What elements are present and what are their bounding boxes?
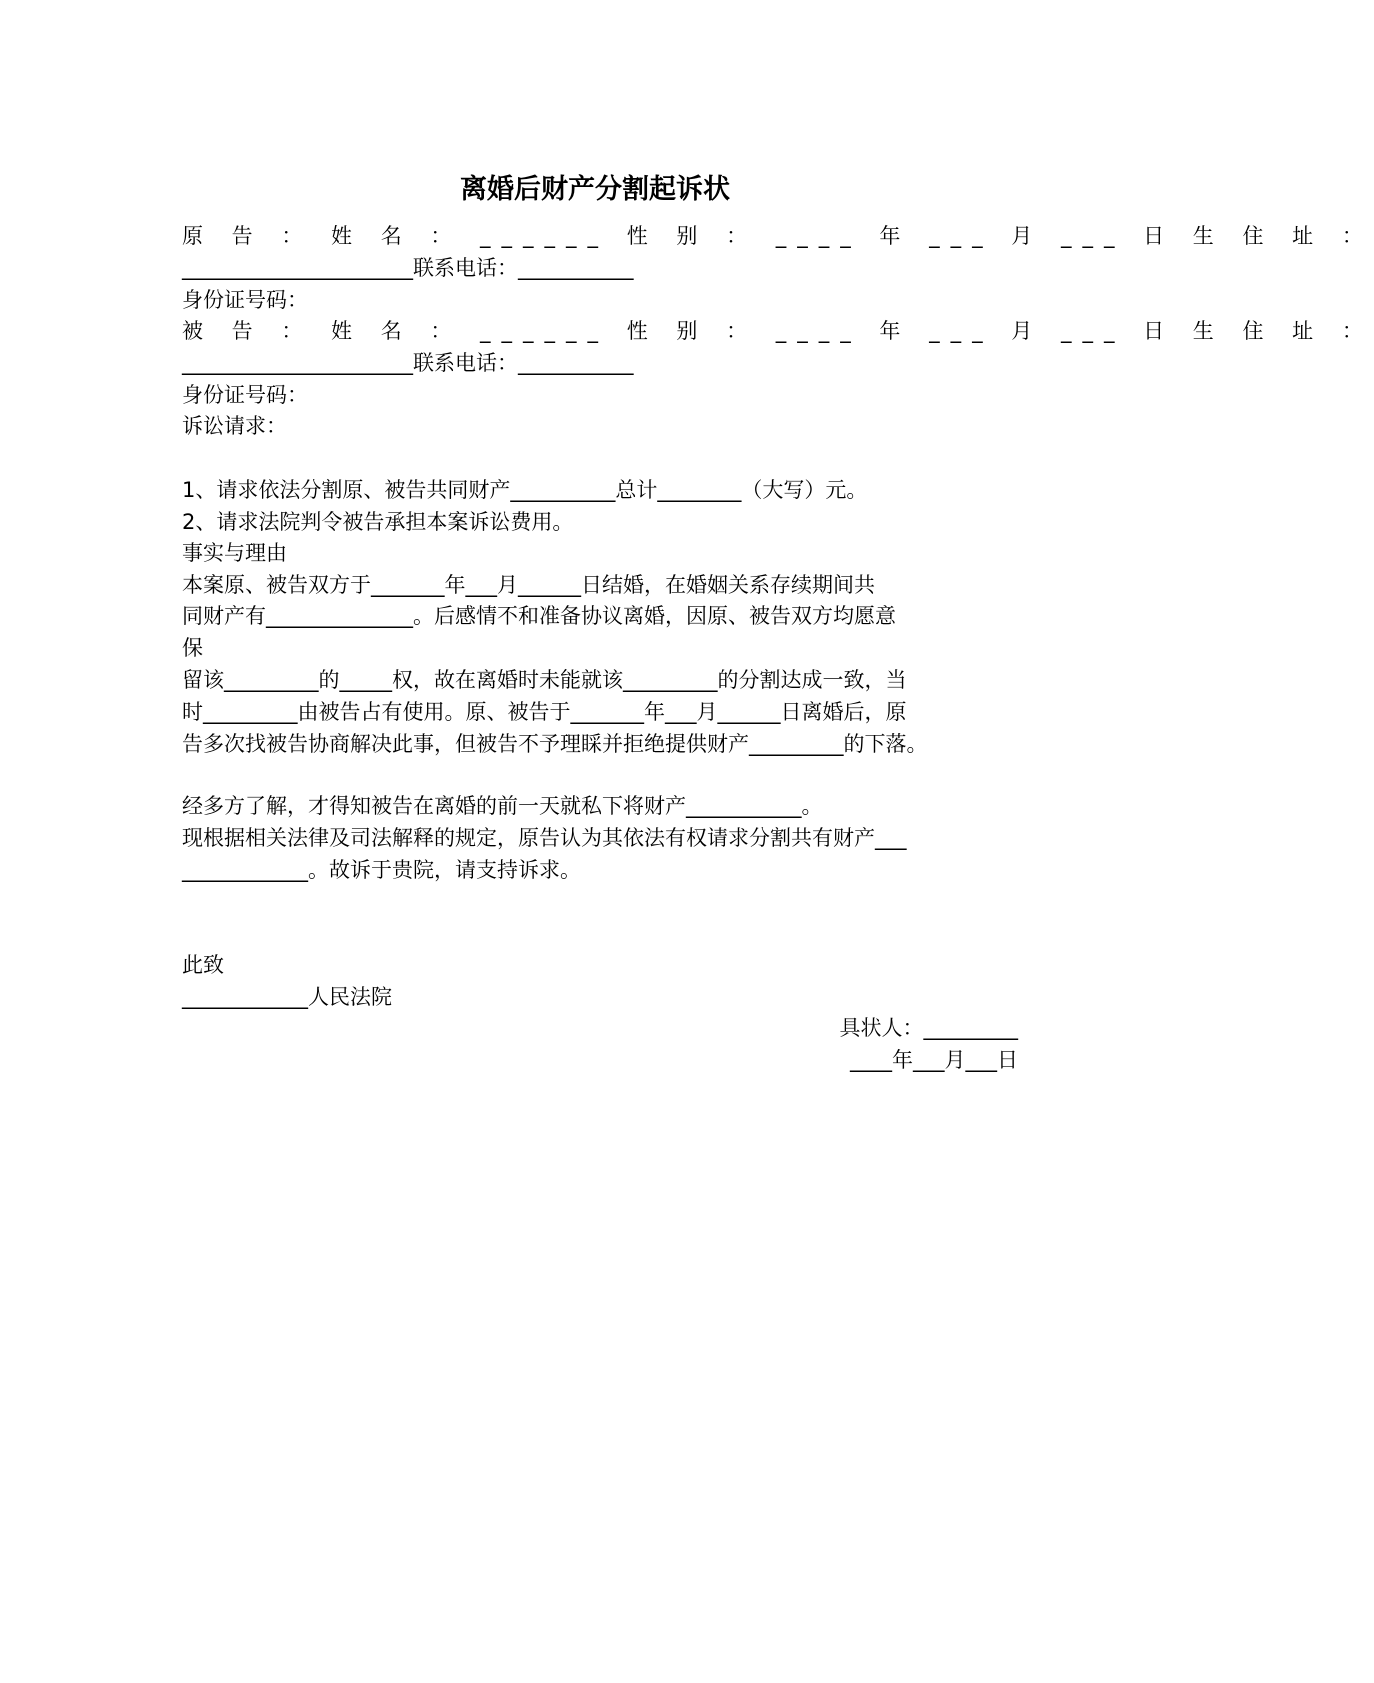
document-title: 离婚后财产分割起诉状 xyxy=(460,174,730,205)
facts-paragraph-2-line: 现根据相关法律及司法解释的规定，原告认为其依法有权请求分割共有财产___ xyxy=(182,826,907,850)
facts-line: 告多次找被告协商解决此事，但被告不予理睬并拒绝提供财产_________的下落。 xyxy=(182,732,928,756)
closing-court: ____________人民法院 xyxy=(182,985,392,1009)
plaintiff-contact-line: ______________________联系电话：___________ xyxy=(182,256,634,280)
plaintiff-id-line: 身份证号码： xyxy=(182,288,308,312)
facts-line: 时_________由被告占有使用。原、被告于_______年___月______日离婚后，原 xyxy=(182,700,907,724)
defendant-id-line: 身份证号码： xyxy=(182,383,308,407)
defendant-info-line: 被 告 ： 姓 名 ： ______ 性 别 ： ____ 年 ___ 月 ___ 日 生 住 址 ： xyxy=(182,319,1374,343)
plaintiff-info-line: 原 告 ： 姓 名 ： ______ 性 别 ： ____ 年 ___ 月 ___ 日 生 住 址 ： xyxy=(182,224,1374,248)
facts-line: 本案原、被告双方于_______年___月______日结婚，在婚姻关系存续期间共 xyxy=(182,573,875,597)
facts-heading: 事实与理由 xyxy=(182,541,287,565)
facts-paragraph-2-line: ____________。故诉于贵院，请支持诉求。 xyxy=(182,858,581,882)
defendant-contact-line: ______________________联系电话：___________ xyxy=(182,351,634,375)
facts-line: 留该_________的_____权，故在离婚时未能就该_________的分割达成一致，当 xyxy=(182,668,907,692)
date-line: ____年___月___日 xyxy=(850,1048,1018,1072)
facts-line: 同财产有______________。后感情不和准备协议离婚，因原、被告双方均愿意 xyxy=(182,604,896,628)
claim-item-1: 1、请求依法分割原、被告共同财产__________总计________（大写）元。 xyxy=(182,478,868,502)
facts-line: 保 xyxy=(182,636,203,660)
facts-paragraph-2-line: 经多方了解，才得知被告在离婚的前一天就私下将财产___________。 xyxy=(182,794,823,818)
closing-salutation: 此致 xyxy=(182,953,224,977)
signer-line: 具状人：_________ xyxy=(839,1016,1018,1040)
claims-heading: 诉讼请求： xyxy=(182,414,287,438)
claim-item-2: 2、请求法院判令被告承担本案诉讼费用。 xyxy=(182,510,574,534)
